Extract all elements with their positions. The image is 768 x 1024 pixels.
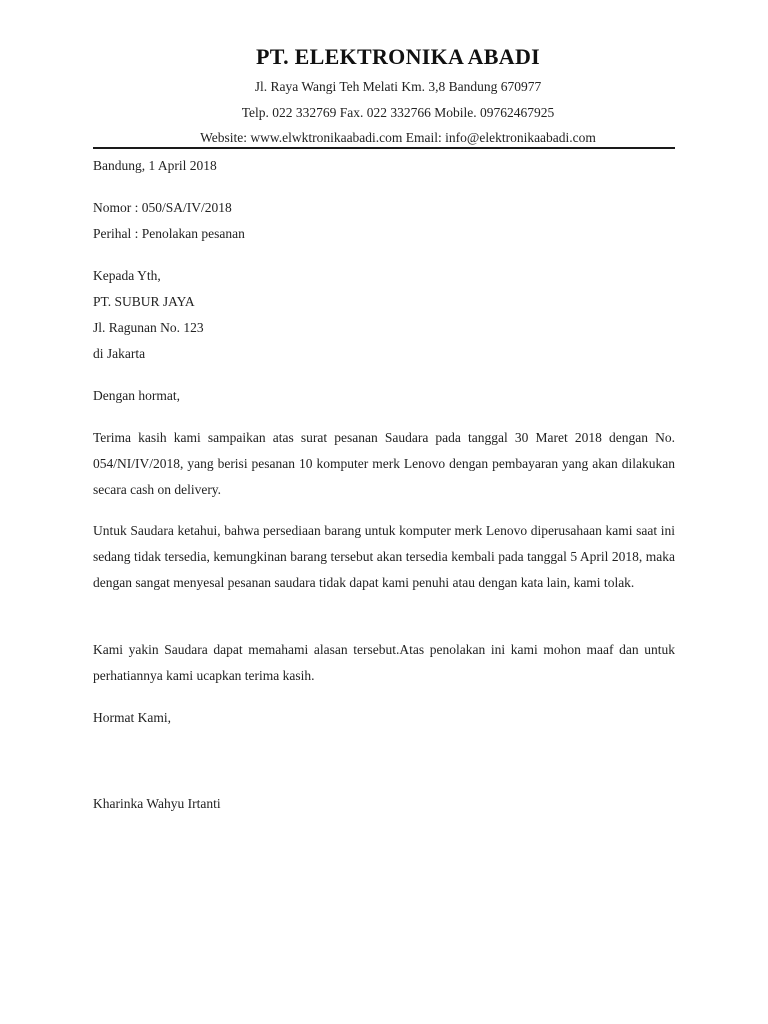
paragraph-3: Kami yakin Saudara dapat memahami alasan tersebut.Atas penolakan ini kami mohon maaf dan untuk perhatiannya kami ucapkan terima kasih. [93, 642, 675, 683]
company-address: Jl. Raya Wangi Teh Melati Km. 3,8 Bandung 670977 [254, 79, 542, 94]
letter-subject: Perihal : Penolakan pesanan [93, 226, 245, 241]
company-web-email: Website: www.elwktronikaabadi.com Email: info@elektronikaabadi.com [200, 130, 596, 145]
recipient-street: Jl. Ragunan No. 123 [93, 320, 204, 335]
company-name: PT. ELEKTRONIKA ABADI [255, 44, 540, 69]
recipient-city: di Jakarta [93, 346, 146, 361]
letterhead [93, 40, 675, 151]
place-date: Bandung, 1 April 2018 [93, 158, 217, 173]
recipient-to: Kepada Yth, [93, 268, 161, 283]
letterhead-divider [93, 147, 675, 149]
paragraph-1: Terima kasih kami sampaikan atas surat pesanan Saudara pada tanggal 30 Maret 2018 dengan No. 054/NI/IV/2018, yang berisi pesanan 10 komputer merk Lenovo dengan pembayaran yang akan dilakukan secara cash on delivery. [93, 430, 675, 497]
paragraph-2: Untuk Saudara ketahui, bahwa persediaan barang untuk komputer merk Lenovo diperusahaan kami saat ini sedang tidak tersedia, kemungkinan barang tersebut akan tersedia kembali pada tanggal 5 April 2018, maka dengan sangat menyesal pesanan saudara tidak dapat kami penuhi atau dengan kata lain, kami tolak. [93, 523, 675, 590]
recipient-name: PT. SUBUR JAYA [93, 294, 195, 309]
closing: Hormat Kami, [93, 710, 171, 725]
letter-number: Nomor : 050/SA/IV/2018 [93, 200, 232, 215]
company-phones: Telp. 022 332769 Fax. 022 332766 Mobile. 09762467925 [241, 104, 555, 120]
salutation: Dengan hormat, [93, 388, 180, 403]
signatory-name: Kharinka Wahyu Irtanti [93, 796, 221, 811]
